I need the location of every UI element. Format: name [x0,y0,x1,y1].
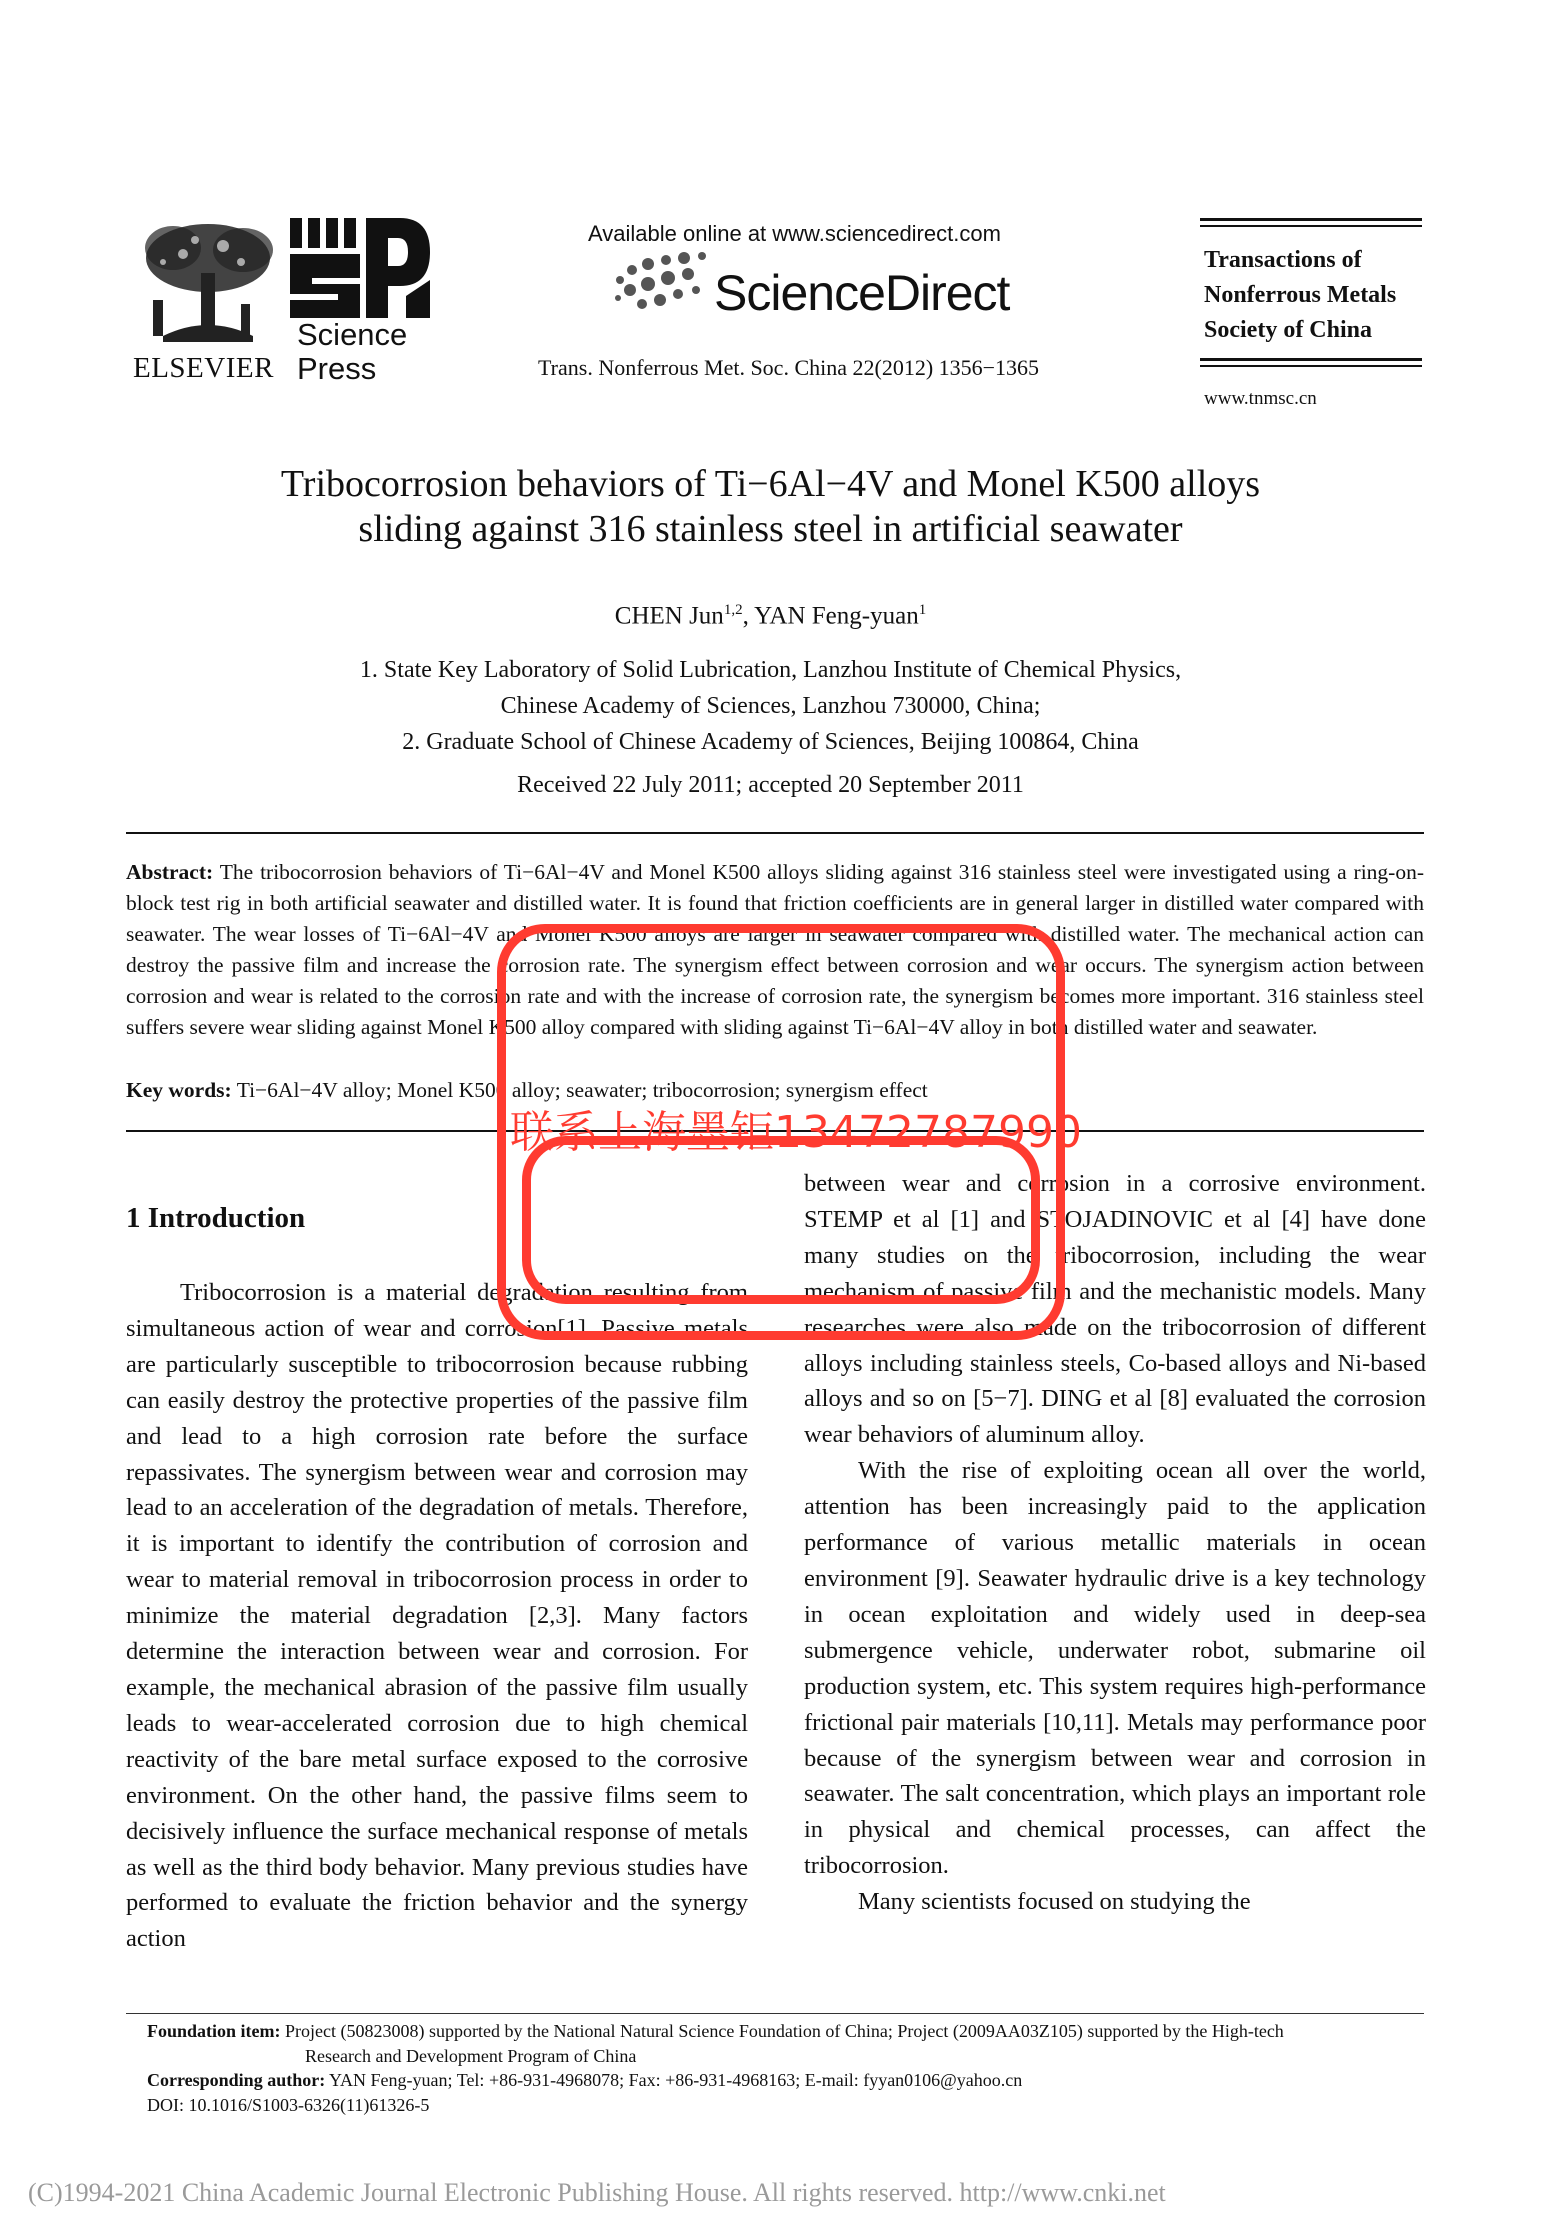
paper-title-line2: sliding against 316 stainless steel in artificial seawater [358,508,1183,550]
sciencedirect-available-text: Available online at www.sciencedirect.com [588,221,1001,246]
affiliations [0,652,1541,760]
intro-paragraph-1: Tribocorrosion is a material degradation resulting from simultaneous action of wear and corrosion[1]. Passive metals are particularly susceptible to tribocorrosion because rubbing can easily destroy the protective properties of the passive film and lead to a high corrosion rate before the surface repassivates. The synergism between wear and corrosion may lead to an acceleration of the degradation of metals. Therefore, it is important to identify the contribution of corrosion and wear to material removal in tribocorrosion process in order to minimize the material degradation [2,3]. Many factors determine the interaction between wear and corrosion. For example, the mechanical abrasion of the passive film usually leads to wear-accelerated corrosion due to high chemical reactivity of the bare metal surface exposed to the corrosive environment. On the other hand, the passive films seem to decisively influence the surface mechanical response of metals as well as the third body behavior. Many previous studies have performed to evaluate the friction behavior and the synergy action [126,1279,748,1953]
journal-rule-bottom [1200,358,1422,361]
sciencedirect-dots-icon [610,250,720,315]
keywords-label: Key words: [126,1078,232,1102]
science-press-wordmark [297,318,407,386]
science-press-line1: Science [297,317,408,352]
journal-rule-top [1200,218,1422,221]
sciencedirect-brand: ScienceDirect [714,265,1010,321]
abstract-rule-top [126,832,1424,834]
journal-name-line2: Nonferrous Metals [1204,282,1397,308]
paper-title-line1: Tribocorrosion behaviors of Ti−6Al−4V and Monel K500 alloys [280,463,1261,505]
journal-name [1200,231,1422,358]
watermark-text: 联系上海墨钜13472787990 [510,1107,1082,1158]
intro-paragraph-3: Many scientists focused on studying the [858,1888,1251,1916]
journal-url: www.tnmsc.cn [1204,388,1317,409]
intro-paragraph-1-cont: between wear and corrosion in a corrosive environment. STEMP et al [1] and STOJADINOVIC et al [4] have done many studies on the tribocorrosion, including the wear mechanism of passive film and the mechanistic models. Many researches were also made on the tribocorrosion of different alloys including stainless steels, Co-based alloys and Ni-based alloys and so on [5−7]. DING et al [8] evaluated the corrosion wear behaviors of aluminum alloy. [804,1170,1426,1449]
keywords-text: Ti−6Al−4V alloy; Monel K500 alloy; seawater; tribocorrosion; synergism effect [236,1078,928,1102]
intro-paragraph-2: With the rise of exploiting ocean all over the world, attention has been increasingly paid to the application performance of various metallic materials in ocean environment [9]. Seawater hydraulic drive is a key technology in ocean exploitation and widely used in deep-sea submergence vehicle, underwater robot, submarine oil production system, etc. This system requires high-performance frictional pair materials [10,11]. Metals may performance poor because of the synergism between wear and corrosion in seawater. The salt concentration, which plays an important role in physical and chemical processes, can affect the tribocorrosion. [804,1457,1426,1880]
author-2-affil: 1 [918,602,927,618]
elsevier-tree-logo-icon [133,218,283,348]
abstract-label: Abstract: [126,860,214,884]
foundation-text: Project (50823008) supported by the National Natural Science Foundation of China; Project (2009AA03Z105) supported by the High-tech [285,2021,1284,2041]
journal-rule-bottom-thin [1200,365,1422,367]
doi: DOI: 10.1016/S1003-6326(11)61326-5 [147,2094,430,2115]
cnki-copyright-footer: (C)1994-2021 China Academic Journal Electronic Publishing House. All rights reserved. http://www.cnki.net [28,2178,1166,2207]
affiliation-line2: Chinese Academy of Sciences, Lanzhou 730000, China; [500,693,1041,719]
elsevier-wordmark: ELSEVIER [133,352,274,384]
author-2: YAN Feng-yuan [754,602,919,630]
journal-rule-top-thin [1200,225,1422,227]
paper-title [0,462,1541,552]
body-column-left [126,1275,748,1957]
watermark-stamp-inner [522,1136,1040,1304]
section-heading-introduction: 1 Introduction [126,1202,306,1234]
footnote-rule [126,2013,1424,2014]
received-dates: Received 22 July 2011; accepted 20 September 2011 [517,772,1024,798]
corresponding-label: Corresponding author: [147,2070,326,2090]
science-press-logo-icon [290,218,430,318]
foundation-text-cont: Research and Development Program of China [305,2045,637,2066]
affiliation-line1: 1. State Key Laboratory of Solid Lubrication, Lanzhou Institute of Chemical Physics, [359,657,1182,683]
journal-name-box [1200,218,1422,371]
author-1-affil: 1,2 [723,602,743,618]
author-1: CHEN Jun [614,602,724,630]
journal-citation: Trans. Nonferrous Met. Soc. China 22(2012) 1356−1365 [538,355,1040,380]
paper-authors: CHEN Jun$^{1,2}$, YAN Feng-yuan$^1$ [614,602,927,630]
journal-name-line3: Society of China [1204,317,1372,343]
journal-name-line1: Transactions of [1204,247,1362,273]
foundation-label: Foundation item: [147,2021,281,2041]
science-press-line2: Press [297,351,377,386]
corresponding-text: YAN Feng-yuan; Tel: +86-931-4968078; Fax: +86-931-4968163; E-mail: fyyan0106@yahoo.cn [329,2070,1023,2090]
affiliation-line3: 2. Graduate School of Chinese Academy of Sciences, Beijing 100864, China [402,729,1139,755]
corresponding-author [147,2068,1427,2093]
footnotes [147,2019,1427,2117]
abstract-text: The tribocorrosion behaviors of Ti−6Al−4V and Monel K500 alloys sliding against 316 stainless steel were investigated using a ring-on-block test rig in both artificial seawater and distilled water. It is found that friction coefficients are in general larger in distilled water compared with seawater. The wear losses of Ti−6Al−4V and Monel K500 alloys are larger in seawater compared with distilled water. The mechanical action can destroy the passive film and increase the corrosion rate. The synergism effect between corrosion and wear occurs. The synergism action between corrosion and wear is related to the corrosion rate and with the increase of corrosion rate, the synergism becomes more important. 316 stainless steel suffers severe wear sliding against Monel K500 alloy compared with sliding against Ti−6Al−4V alloy in both distilled water and seawater. [126,860,1424,1039]
foundation-item [147,2019,1427,2044]
